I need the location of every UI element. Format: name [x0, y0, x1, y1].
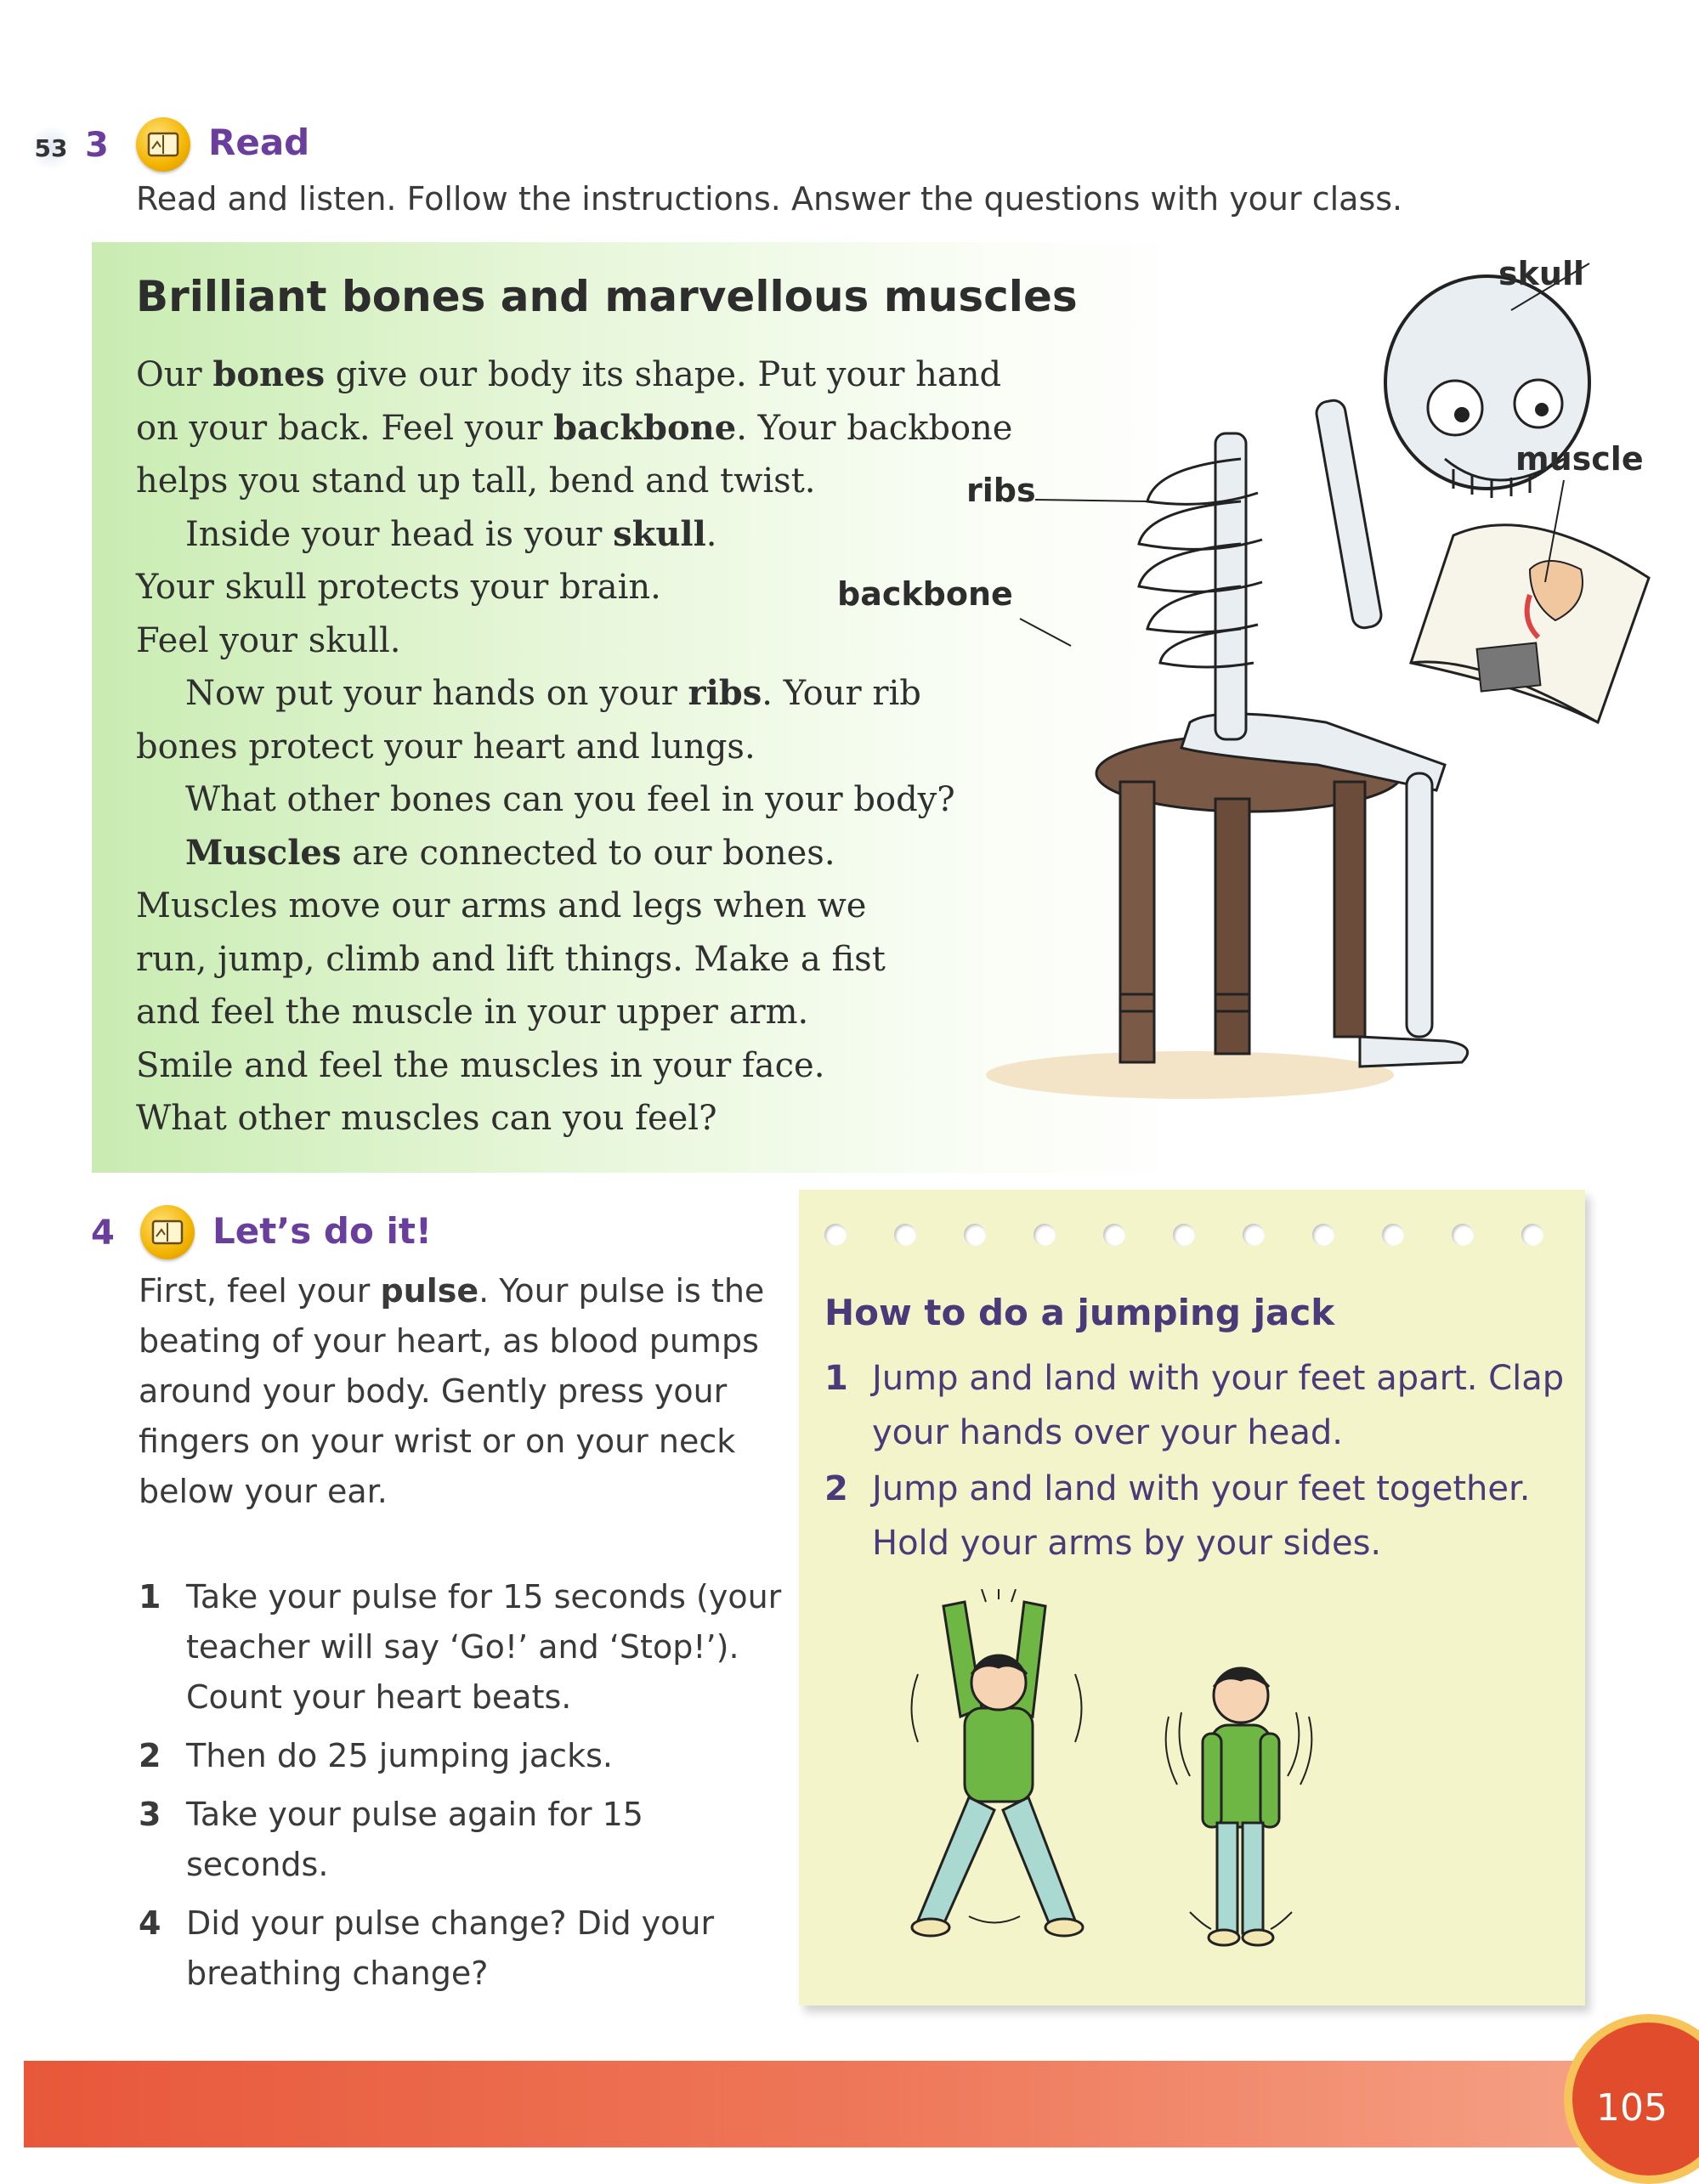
list-item: 1 Jump and land with your feet apart. Clap your hands over your head. — [824, 1359, 1565, 1452]
body-line: Inside your head is your skull. — [185, 513, 717, 554]
body-line: Muscles are connected to our bones. — [185, 832, 835, 873]
body-line: What other bones can you feel in your body? — [185, 780, 955, 819]
activity-intro: First, feel your pulse. Your pulse is the beating of your heart, as blood pumps around your body. Gently press your fingers on your wrist or on your neck below your ear. — [139, 1272, 765, 1510]
body-line: Muscles move our arms and legs when we — [136, 886, 867, 925]
body-line: run, jump, climb and lift things. Make a fist — [136, 939, 886, 979]
body-line: Smile and feel the muscles in your face. — [136, 1045, 825, 1085]
body-line: bones protect your heart and lungs. — [136, 727, 756, 767]
audio-track-number: 53 — [25, 127, 76, 168]
page-number: 105 — [1596, 2086, 1668, 2130]
body-line: What other muscles can you feel? — [136, 1099, 717, 1138]
body-line: helps you stand up tall, bend and twist. — [136, 461, 816, 501]
book-icon — [136, 117, 190, 172]
reading-title: Brilliant bones and marvellous muscles — [136, 272, 1078, 321]
note-holes — [824, 1224, 1543, 1246]
list-item: 2 Jump and land with your feet together. Hold your arms by your sides. — [824, 1469, 1531, 1563]
label-ribs: ribs — [966, 472, 1036, 509]
skeleton-illustration — [935, 246, 1657, 1113]
section-title: Read — [208, 122, 310, 163]
footer-bar — [24, 2061, 1681, 2147]
note-steps — [824, 1351, 1572, 1570]
body-line: and feel the muscle in your upper arm. — [136, 993, 809, 1032]
book-icon — [140, 1205, 195, 1259]
body-line: Feel your skull. — [136, 620, 401, 660]
jumping-jack-illustration — [884, 1589, 1360, 1955]
label-skull: skull — [1498, 255, 1584, 292]
list-item: 1 Take your pulse for 15 seconds (your teacher will say ‘Go!’ and ‘Stop!’). Count your heart beats. — [139, 1578, 782, 1716]
note-title: How to do a jumping jack — [824, 1292, 1335, 1333]
body-line: Now put your hands on your ribs. Your rib — [185, 673, 921, 713]
section-instructions: Read and listen. Follow the instructions. Answer the questions with your class. — [136, 180, 1403, 218]
body-line: Your skull protects your brain. — [136, 568, 661, 607]
list-item: 3 Take your pulse again for 15 seconds. — [139, 1796, 643, 1883]
section-number: 3 — [85, 126, 109, 165]
activity-steps — [139, 1572, 784, 2007]
list-item: 4 Did your pulse change? Did your breathing change? — [139, 1904, 715, 1992]
body-line: Our bones give our body its shape. Put your hand — [136, 354, 1002, 394]
section-title: Let’s do it! — [212, 1210, 433, 1252]
section-number: 4 — [91, 1214, 115, 1253]
label-backbone: backbone — [837, 575, 1013, 613]
label-muscle: muscle — [1515, 440, 1644, 478]
list-item: 2 Then do 25 jumping jacks. — [139, 1737, 613, 1774]
body-line: on your back. Feel your backbone. Your backbone — [136, 407, 1013, 448]
